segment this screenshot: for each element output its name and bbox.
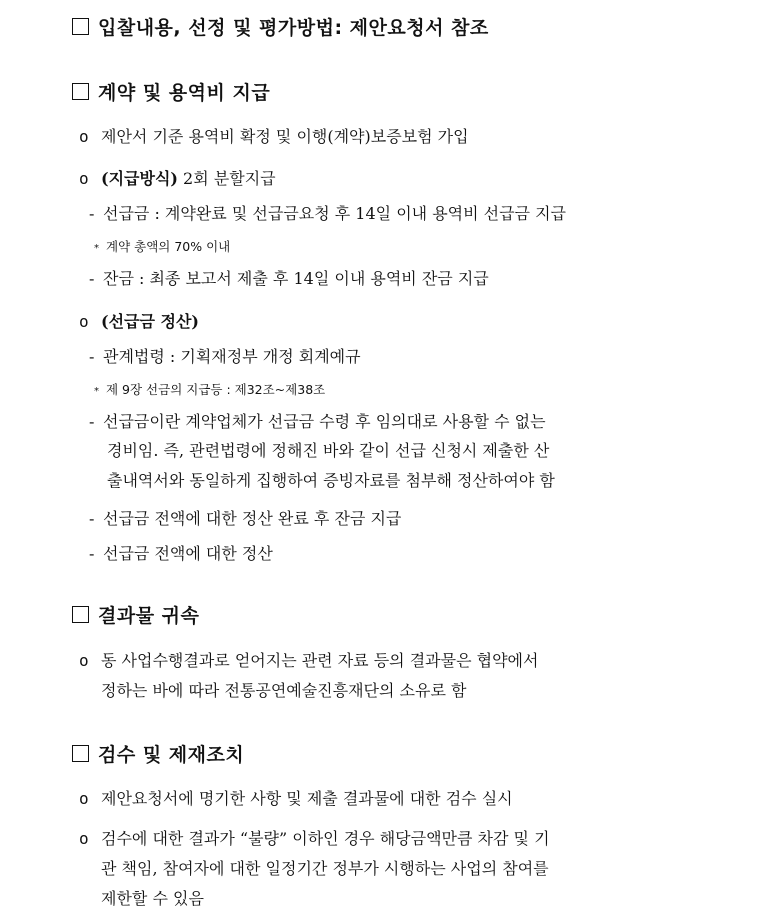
- heading-text: 계약 및 용역비 지급: [98, 82, 271, 104]
- note-item: [94, 380, 325, 398]
- bullet-o: o: [79, 127, 89, 146]
- dash-item: [89, 541, 273, 564]
- dash-mark: -: [89, 544, 95, 563]
- asterisk-mark: *: [94, 386, 99, 397]
- checkbox-square-icon: [72, 18, 89, 35]
- note-text: 계약 총액의 70% 이내: [106, 239, 231, 254]
- bullet-item: [79, 648, 538, 671]
- dash-text: 관계법령 : 기획재정부 개정 회계예규: [103, 347, 361, 366]
- note-text: 제 9장 선금의 지급등 : 제32조~제38조: [106, 382, 326, 397]
- dash-mark: -: [89, 509, 95, 528]
- dash-mark: -: [89, 269, 95, 288]
- section-heading-deliverables: [72, 601, 199, 628]
- bullet-text: 동 사업수행결과로 얻어지는 관련 자료 등의 결과물은 협약에서: [101, 651, 539, 670]
- dash-text: 잔금 : 최종 보고서 제출 후 14일 이내 용역비 잔금 지급: [103, 269, 489, 288]
- dash-text: 선급금 전액에 대한 정산: [103, 544, 273, 563]
- bullet-label: (선급금 정산): [101, 312, 199, 331]
- bullet-item: [79, 826, 550, 849]
- bullet-o: o: [79, 169, 89, 188]
- bullet-o: o: [79, 312, 89, 331]
- dash-item: [89, 201, 566, 224]
- bullet-text: 검수에 대한 결과가 “불량” 이하인 경우 해당금액만큼 차감 및 기: [101, 829, 550, 848]
- bullet-text-continuation: 정하는 바에 따라 전통공연예술진흥재단의 소유로 함: [101, 681, 467, 700]
- dash-text: 선급금이란 계약업체가 선급금 수령 후 임의대로 사용할 수 없는: [103, 412, 546, 431]
- dash-item: [89, 409, 546, 432]
- dash-text-continuation: 경비임. 즉, 관련법령에 정해진 바와 같이 선급 신청시 제출한 산: [107, 441, 550, 460]
- dash-text-continuation: 출내역서와 동일하게 집행하여 증빙자료를 첨부해 정산하여야 함: [107, 471, 555, 490]
- bullet-label: (지급방식): [101, 169, 178, 188]
- bullet-text: 제안서 기준 용역비 확정 및 이행(계약)보증보험 가입: [101, 127, 469, 146]
- bullet-text-continuation: 제한할 수 있음: [101, 889, 204, 908]
- bullet-o: o: [79, 789, 89, 808]
- heading-text: 결과물 귀속: [98, 605, 200, 627]
- dash-item: [89, 344, 361, 367]
- checkbox-square-icon: [72, 745, 89, 762]
- bullet-item: [79, 786, 513, 809]
- bullet-text-continuation: 관 책임, 참여자에 대한 일정기간 정부가 시행하는 사업의 참여를: [101, 859, 549, 878]
- bullet-o: o: [79, 829, 89, 848]
- dash-item: [89, 266, 489, 289]
- note-item: [94, 237, 230, 255]
- checkbox-square-icon: [72, 83, 89, 100]
- bullet-text: 2회 분할지급: [177, 169, 276, 188]
- dash-mark: -: [89, 412, 95, 431]
- dash-text: 선급금 전액에 대한 정산 완료 후 잔금 지급: [103, 509, 402, 528]
- dash-item: [89, 506, 401, 529]
- bullet-item: [79, 309, 199, 332]
- heading-text: 검수 및 제재조치: [98, 744, 245, 766]
- heading-text: 입찰내용, 선정 및 평가방법: 제안요청서 참조: [98, 17, 489, 39]
- section-heading-inspection: [72, 740, 244, 767]
- section-heading-contract: [72, 78, 270, 105]
- dash-mark: -: [89, 347, 95, 366]
- bullet-item: [79, 124, 469, 147]
- checkbox-square-icon: [72, 606, 89, 623]
- dash-mark: -: [89, 204, 95, 223]
- bullet-o: o: [79, 651, 89, 670]
- section-heading-bid: [72, 13, 489, 40]
- dash-text: 선급금 : 계약완료 및 선급금요청 후 14일 이내 용역비 선급금 지급: [103, 204, 567, 223]
- bullet-text: 제안요청서에 명기한 사항 및 제출 결과물에 대한 검수 실시: [101, 789, 513, 808]
- asterisk-mark: *: [94, 243, 99, 254]
- bullet-item: [79, 166, 276, 189]
